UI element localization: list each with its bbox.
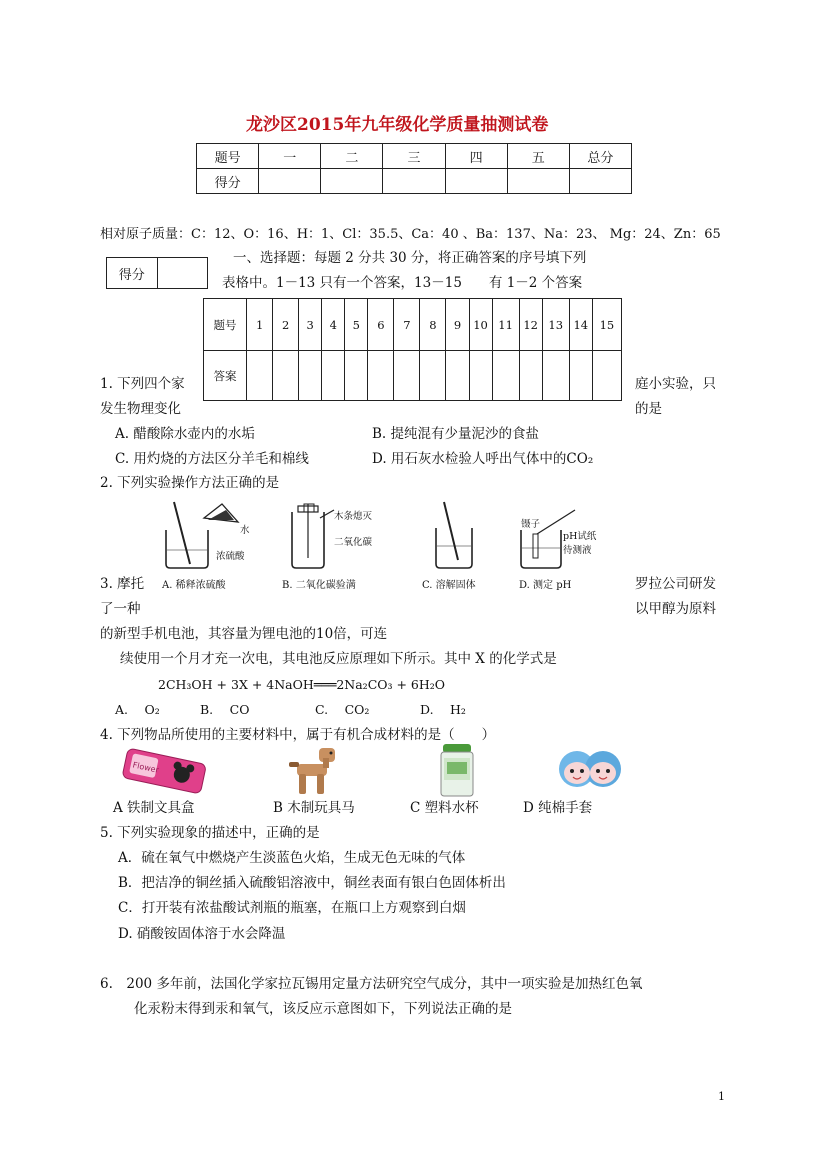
fig-d-note: pH试纸 [563,531,597,542]
q1-option-b: B. 提纯混有少量泥沙的食盐 [372,426,540,442]
wooden-horse-image [283,744,343,798]
atomic-mass-line: 相对原子质量：C：12、O：16、H：1、Cl：35.5、Ca：40 、Ba：137、Na：23、 Mg：24、Zn：65 [100,227,721,242]
fig-d-note: 镊子 [521,519,541,530]
answer-number: 7 [394,299,420,351]
q1-stem: 庭小实验，只 [635,376,716,392]
answer-number: 2 [273,299,299,351]
q6-stem-2: 化汞粉末得到汞和氧气，该反应示意图如下，下列说法正确的是 [134,1001,512,1017]
score-header: 五 [507,144,569,169]
answer-number: 9 [446,299,469,351]
box-brand-text: Flower [131,760,160,775]
answer-cell[interactable] [420,351,446,401]
q5-option-d: D. 硝酸铵固体溶于水会降温 [118,926,286,942]
answer-number: 15 [592,299,621,351]
score-row-label: 得分 [197,169,259,194]
answer-number: 13 [542,299,569,351]
q4-option-b: B 木制玩具马 [273,800,355,816]
section-score-box [106,257,208,289]
answer-number: 11 [492,299,519,351]
q1-option-a: A. 醋酸除水壶内的水垢 [115,426,255,442]
q3-stem: 罗拉公司研发 [635,576,716,592]
score-header: 总分 [569,144,631,169]
answer-cell[interactable] [446,351,469,401]
q4-option-c: C 塑料水杯 [410,800,479,816]
q3-option-d: D. H₂ [420,702,466,717]
fig-a-label: A. 稀释浓硫酸 [162,580,226,591]
q1-option-c: C. 用灼烧的方法区分羊毛和棉线 [115,451,309,467]
fig-a-note: 水 [240,525,250,536]
plastic-cup-image [435,742,479,800]
q2-figure-d [515,500,625,592]
section1-instruction: 一、选择题：每题 2 分共 30 分，将正确答案的序号填下列 [233,250,587,266]
answer-number: 1 [247,299,273,351]
answer-table-row-label: 答案 [204,351,247,401]
score-box-cell[interactable] [157,258,207,289]
fig-b-note: 木条熄灭 [334,511,373,522]
q2-figure-c [420,500,520,592]
q1-stem: 的是 [635,401,662,417]
answer-cell[interactable] [469,351,492,401]
q4-option-d: D 纯棉手套 [523,800,593,816]
score-cell[interactable] [383,169,445,194]
fig-d-note: 待测液 [563,545,592,556]
q5-stem: 5. 下列实验现象的描述中，正确的是 [100,825,320,841]
score-table [196,143,632,194]
score-header: 题号 [197,144,259,169]
score-header: 一 [259,144,321,169]
q1-stem: 1. 下列四个家 [100,376,185,392]
answer-number: 5 [345,299,368,351]
q3-option-b: B. CO [200,702,250,717]
q6-stem: 6. 200 多年前，法国化学家拉瓦锡用定量方法研究空气成分，其中一项实验是加热红色氧 [100,976,643,992]
q1-option-d: D. 用石灰水检验人呼出气体中的CO₂ [372,451,594,467]
cotton-gloves-image [555,743,625,791]
answer-cell[interactable] [519,351,542,401]
answer-cell[interactable] [247,351,273,401]
q3-stem: 了一种 [100,601,141,617]
answer-cell[interactable] [322,351,345,401]
answer-cell[interactable] [345,351,368,401]
answer-number: 14 [569,299,592,351]
answer-cell[interactable] [299,351,322,401]
score-cell[interactable] [569,169,631,194]
answer-cell[interactable] [273,351,299,401]
q5-option-a: A．硫在氧气中燃烧产生淡蓝色火焰，生成无色无味的气体 [118,850,466,866]
q3-stem: 以甲醇为原料 [635,601,716,617]
answer-cell[interactable] [542,351,569,401]
score-box-label: 得分 [107,258,158,289]
pencil-box-image [118,748,210,796]
q2-figure-a [160,500,270,592]
q3-stem: 3. 摩托 [100,576,145,592]
answer-cell[interactable] [368,351,394,401]
score-cell[interactable] [321,169,383,194]
fig-b-label: B. 二氧化碳验满 [282,580,356,591]
q3-option-c: C. CO₂ [315,702,370,717]
answer-cell[interactable] [569,351,592,401]
q3-text: 的新型手机电池，其容量为锂电池的10倍，可连 [100,626,388,642]
section1-instruction-2: 表格中。1－13 只有一个答案，13－15 有 1－2 个答案 [222,275,583,291]
score-cell[interactable] [507,169,569,194]
answer-number: 6 [368,299,394,351]
answer-cell[interactable] [492,351,519,401]
answer-number: 8 [420,299,446,351]
q2-stem: 2. 下列实验操作方法正确的是 [100,475,280,491]
q3-option-a: A. O₂ [115,702,160,717]
score-header: 四 [445,144,507,169]
score-cell[interactable] [445,169,507,194]
q4-stem: 4. 下列物品所使用的主要材料中，属于有机合成材料的是（ ） [100,727,496,743]
q3-equation: 2CH₃OH + 3X + 4NaOH═══2Na₂CO₃ + 6H₂O [158,677,446,692]
cotton-gloves-icon [555,743,625,791]
answer-number: 12 [519,299,542,351]
q5-option-c: C．打开装有浓盐酸试剂瓶的瓶塞，在瓶口上方观察到白烟 [118,900,466,916]
fig-c-label: C. 溶解固体 [422,580,476,591]
wooden-horse-icon [283,744,343,798]
fig-a-note: 浓硫酸 [216,551,245,562]
q4-option-a: A 铁制文具盒 [113,800,195,816]
score-header: 二 [321,144,383,169]
page-number: 1 [718,1090,725,1103]
q2-figure-b [280,500,390,592]
answer-number: 4 [322,299,345,351]
fig-d-label: D. 测定 pH [519,580,572,591]
q3-text: 续使用一个月才充一次电，其电池反应原理如下所示。其中 X 的化学式是 [120,651,557,667]
answer-cell[interactable] [592,351,621,401]
answer-number: 3 [299,299,322,351]
answer-number: 10 [469,299,492,351]
score-cell[interactable] [259,169,321,194]
plastic-cup-icon [435,742,479,800]
measuring-cylinder-icon [420,500,490,570]
q1-stem: 发生物理变化 [100,401,181,417]
beaker-dilution-icon [160,500,270,570]
page-title: 龙沙区2015年九年级化学质量抽测试卷 [246,115,549,135]
pencil-box-icon [118,748,210,796]
score-header: 三 [383,144,445,169]
fig-b-note: 二氧化碳 [334,537,373,548]
answer-table [203,298,622,401]
answer-cell[interactable] [394,351,420,401]
q5-option-b: B．把洁净的铜丝插入硫酸铝溶液中，铜丝表面有银白色固体析出 [118,875,506,891]
answer-table-row-label: 题号 [204,299,247,351]
